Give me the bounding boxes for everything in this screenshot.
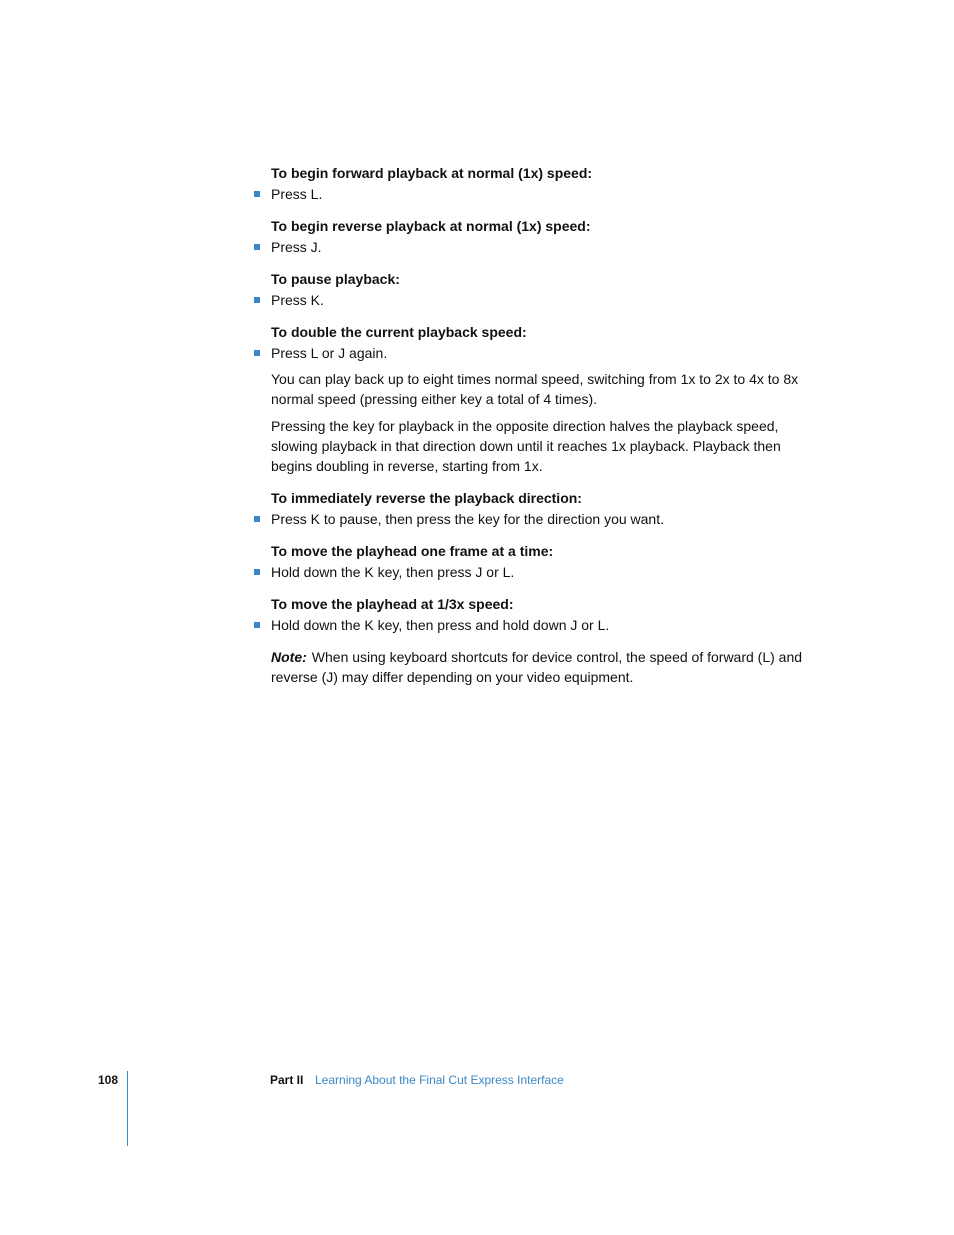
body-paragraph: You can play back up to eight times normal speed, switching from 1x to 2x to 4x to 8x normal speed (pressing either key a total of 4 times). [271,371,799,407]
task-one-frame [271,541,821,582]
task-step [271,290,821,310]
square-bullet-icon [254,244,260,250]
task-step-text: Press L. [271,186,323,202]
note-label: Note: [271,649,307,665]
note-text: When using keyboard shortcuts for device control, the speed of forward (L) and reverse (J) may differ depending on your video equipment. [271,649,803,685]
task-double-speed [271,322,821,476]
task-step-text: Press L or J again. [271,345,388,361]
task-heading: To move the playhead one frame at a time: [271,543,554,559]
square-bullet-icon [254,622,260,628]
task-heading: To move the playhead at 1/3x speed: [271,596,514,612]
square-bullet-icon [254,297,260,303]
task-forward-playback [271,163,821,204]
page-body [271,163,821,687]
task-step [271,615,821,635]
footer-chapter-title: Learning About the Final Cut Express Interface [315,1073,564,1087]
note-paragraph [271,647,821,687]
task-heading: To pause playback: [271,271,400,287]
task-heading: To double the current playback speed: [271,324,527,340]
task-reverse-playback [271,216,821,257]
task-step [271,343,821,363]
task-heading: To begin forward playback at normal (1x) speed: [271,165,593,181]
square-bullet-icon [254,569,260,575]
task-reverse-direction [271,488,821,529]
task-step-text: Press J. [271,239,322,255]
task-step [271,509,821,529]
task-step-text: Hold down the K key, then press J or L. [271,564,515,580]
task-step-text: Hold down the K key, then press and hold down J or L. [271,617,610,633]
task-step-text: Press K. [271,292,324,308]
task-third-speed [271,594,821,635]
page-number: 108 [98,1073,119,1087]
task-pause-playback [271,269,821,310]
body-paragraph: Pressing the key for playback in the opposite direction halves the playback speed, slowing playback in that direction down until it reaches 1x playback. Playback then begins doubling in reverse, starting from 1x. [271,418,781,474]
square-bullet-icon [254,350,260,356]
footer-divider [127,1071,128,1146]
task-step-text: Press K to pause, then press the key for the direction you want. [271,511,664,527]
square-bullet-icon [254,191,260,197]
task-heading: To immediately reverse the playback direction: [271,490,582,506]
task-step [271,562,821,582]
square-bullet-icon [254,516,260,522]
task-step [271,184,821,204]
footer-part-label: Part II [270,1073,304,1087]
task-step [271,237,821,257]
task-heading: To begin reverse playback at normal (1x) speed: [271,218,591,234]
